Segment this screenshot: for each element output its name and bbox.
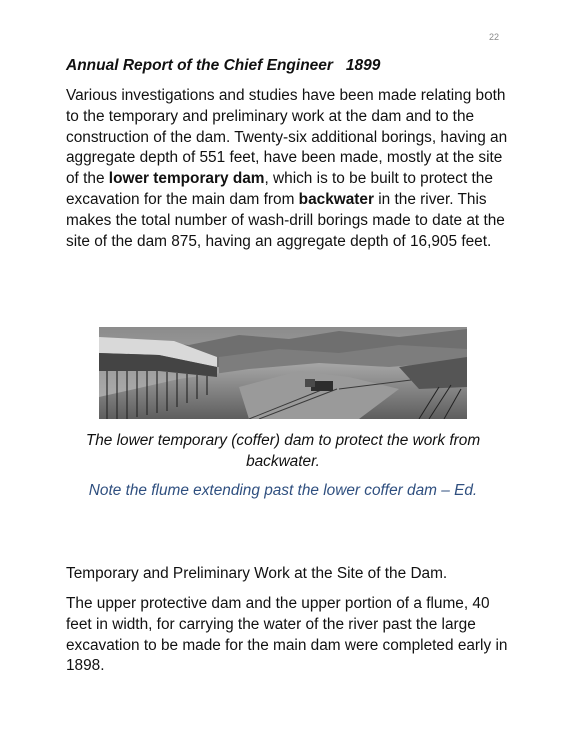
paragraph-text: Various investigations and studies have been made relating both to the temporary and preliminary work at the dam and to the construction of the dam. Twenty-six additional borings, having an aggregate depth of 551 feet, have been made, mostly at the site of the	[66, 87, 508, 188]
paragraph-text: , which is to be built to protect the excavation for the main dam from	[66, 170, 493, 208]
section-heading: Temporary and Preliminary Work at the Site of the Dam.	[66, 565, 448, 582]
photo-caption: The lower temporary (coffer) dam to protect the work from backwater.	[85, 432, 481, 470]
editor-note: Note the flume extending past the lower coffer dam – Ed.	[88, 482, 478, 499]
bold-term-backwater: backwater	[298, 190, 374, 208]
paragraph-borings	[66, 86, 516, 252]
paragraph-upper-dam: The upper protective dam and the upper portion of a flume, 40 feet in width, for carrying the water of the river past the large excavation to be made for the main dam were completed early in 1898.	[66, 595, 508, 675]
page-number: 22	[489, 32, 500, 42]
report-title: Annual Report of the Chief Engineer 1899	[66, 57, 381, 74]
bold-term-lower-temporary-dam: lower temporary dam	[108, 170, 265, 188]
coffer-dam-photo	[99, 327, 467, 419]
paragraph-text: in the river. This makes the total number of wash-drill borings made to date at the site of the dam 875, having an aggregate depth of 16,905 feet.	[66, 190, 505, 250]
